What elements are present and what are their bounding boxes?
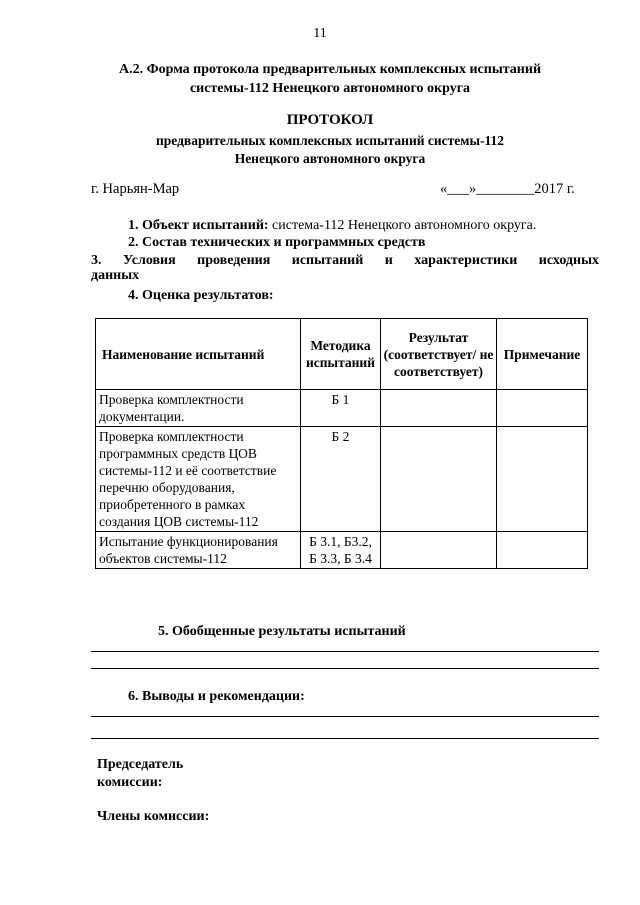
cell-note: [497, 390, 588, 427]
cell-result: [381, 532, 497, 569]
cell-note: [497, 427, 588, 532]
cell-method: Б 3.1, Б3.2, Б 3.3, Б 3.4: [301, 532, 381, 569]
table-row: [96, 532, 588, 569]
item-general-results: 5. Обобщенные результаты испытаний: [158, 624, 406, 639]
blank-line: [91, 738, 599, 739]
cell-test-name: Испытание функционирования объектов системы-112: [96, 532, 301, 569]
evaluation-table: [95, 318, 588, 569]
blank-line: [91, 651, 599, 652]
chairman-signature-label: [97, 756, 183, 792]
section-heading: [60, 60, 600, 98]
protocol-title: ПРОТОКОЛ: [286, 112, 374, 128]
item-conditions-line-1: 3. Условия проведения испытаний и характеристики исходных: [91, 253, 599, 268]
table-row: [96, 427, 588, 532]
chairman-label-line-2: комиссии:: [97, 775, 163, 790]
protocol-subtitle-line-1: предварительных комплексных испытаний системы-112: [155, 133, 504, 148]
cell-test-name: Проверка комплектности программных средств ЦОВ системы-112 и её соответствие перечню оборудования, приобретенного в рамках создания ЦОВ системы-112: [96, 427, 301, 532]
members-signature-label: Члены комиссии:: [97, 809, 210, 824]
item-evaluation: 4. Оценка результатов:: [128, 288, 274, 303]
header-method: Методика испытаний: [301, 319, 381, 390]
cell-note: [497, 532, 588, 569]
cell-method: Б 2: [301, 427, 381, 532]
item-conclusions: 6. Выводы и рекомендации:: [128, 689, 305, 704]
table-header-row: [96, 319, 588, 390]
item-conditions-line-2: данных: [91, 268, 140, 283]
section-heading-line-1: А.2. Форма протокола предварительных комплексных испытаний: [118, 62, 542, 77]
header-result: Результат (соответствует/ не соответствует): [381, 319, 497, 390]
date-of-issue: «___»________2017 г.: [440, 181, 575, 197]
blank-line: [91, 716, 599, 717]
item-test-object-label: 1. Объект испытаний:: [128, 218, 269, 233]
table-row: [96, 390, 588, 427]
item-test-object: [128, 218, 536, 234]
blank-line: [91, 668, 599, 669]
header-test-name: Наименование испытаний: [96, 319, 301, 390]
header-note: Примечание: [497, 319, 588, 390]
page-number: 11: [313, 26, 327, 41]
cell-method: Б 1: [301, 390, 381, 427]
place-of-issue: г. Нарьян-Мар: [91, 181, 180, 197]
item-composition: 2. Состав технических и программных средств: [128, 235, 426, 250]
cell-result: [381, 427, 497, 532]
item-test-object-value: система-112 Ненецкого автономного округа.: [268, 218, 537, 233]
protocol-subtitle-line-2: Ненецкого автономного округа: [234, 151, 426, 166]
section-heading-line-2: системы-112 Ненецкого автономного округа: [189, 81, 471, 96]
cell-result: [381, 390, 497, 427]
protocol-subtitle: [60, 132, 600, 168]
chairman-label-line-1: Председатель: [97, 757, 184, 772]
cell-test-name: Проверка комплектности документации.: [96, 390, 301, 427]
